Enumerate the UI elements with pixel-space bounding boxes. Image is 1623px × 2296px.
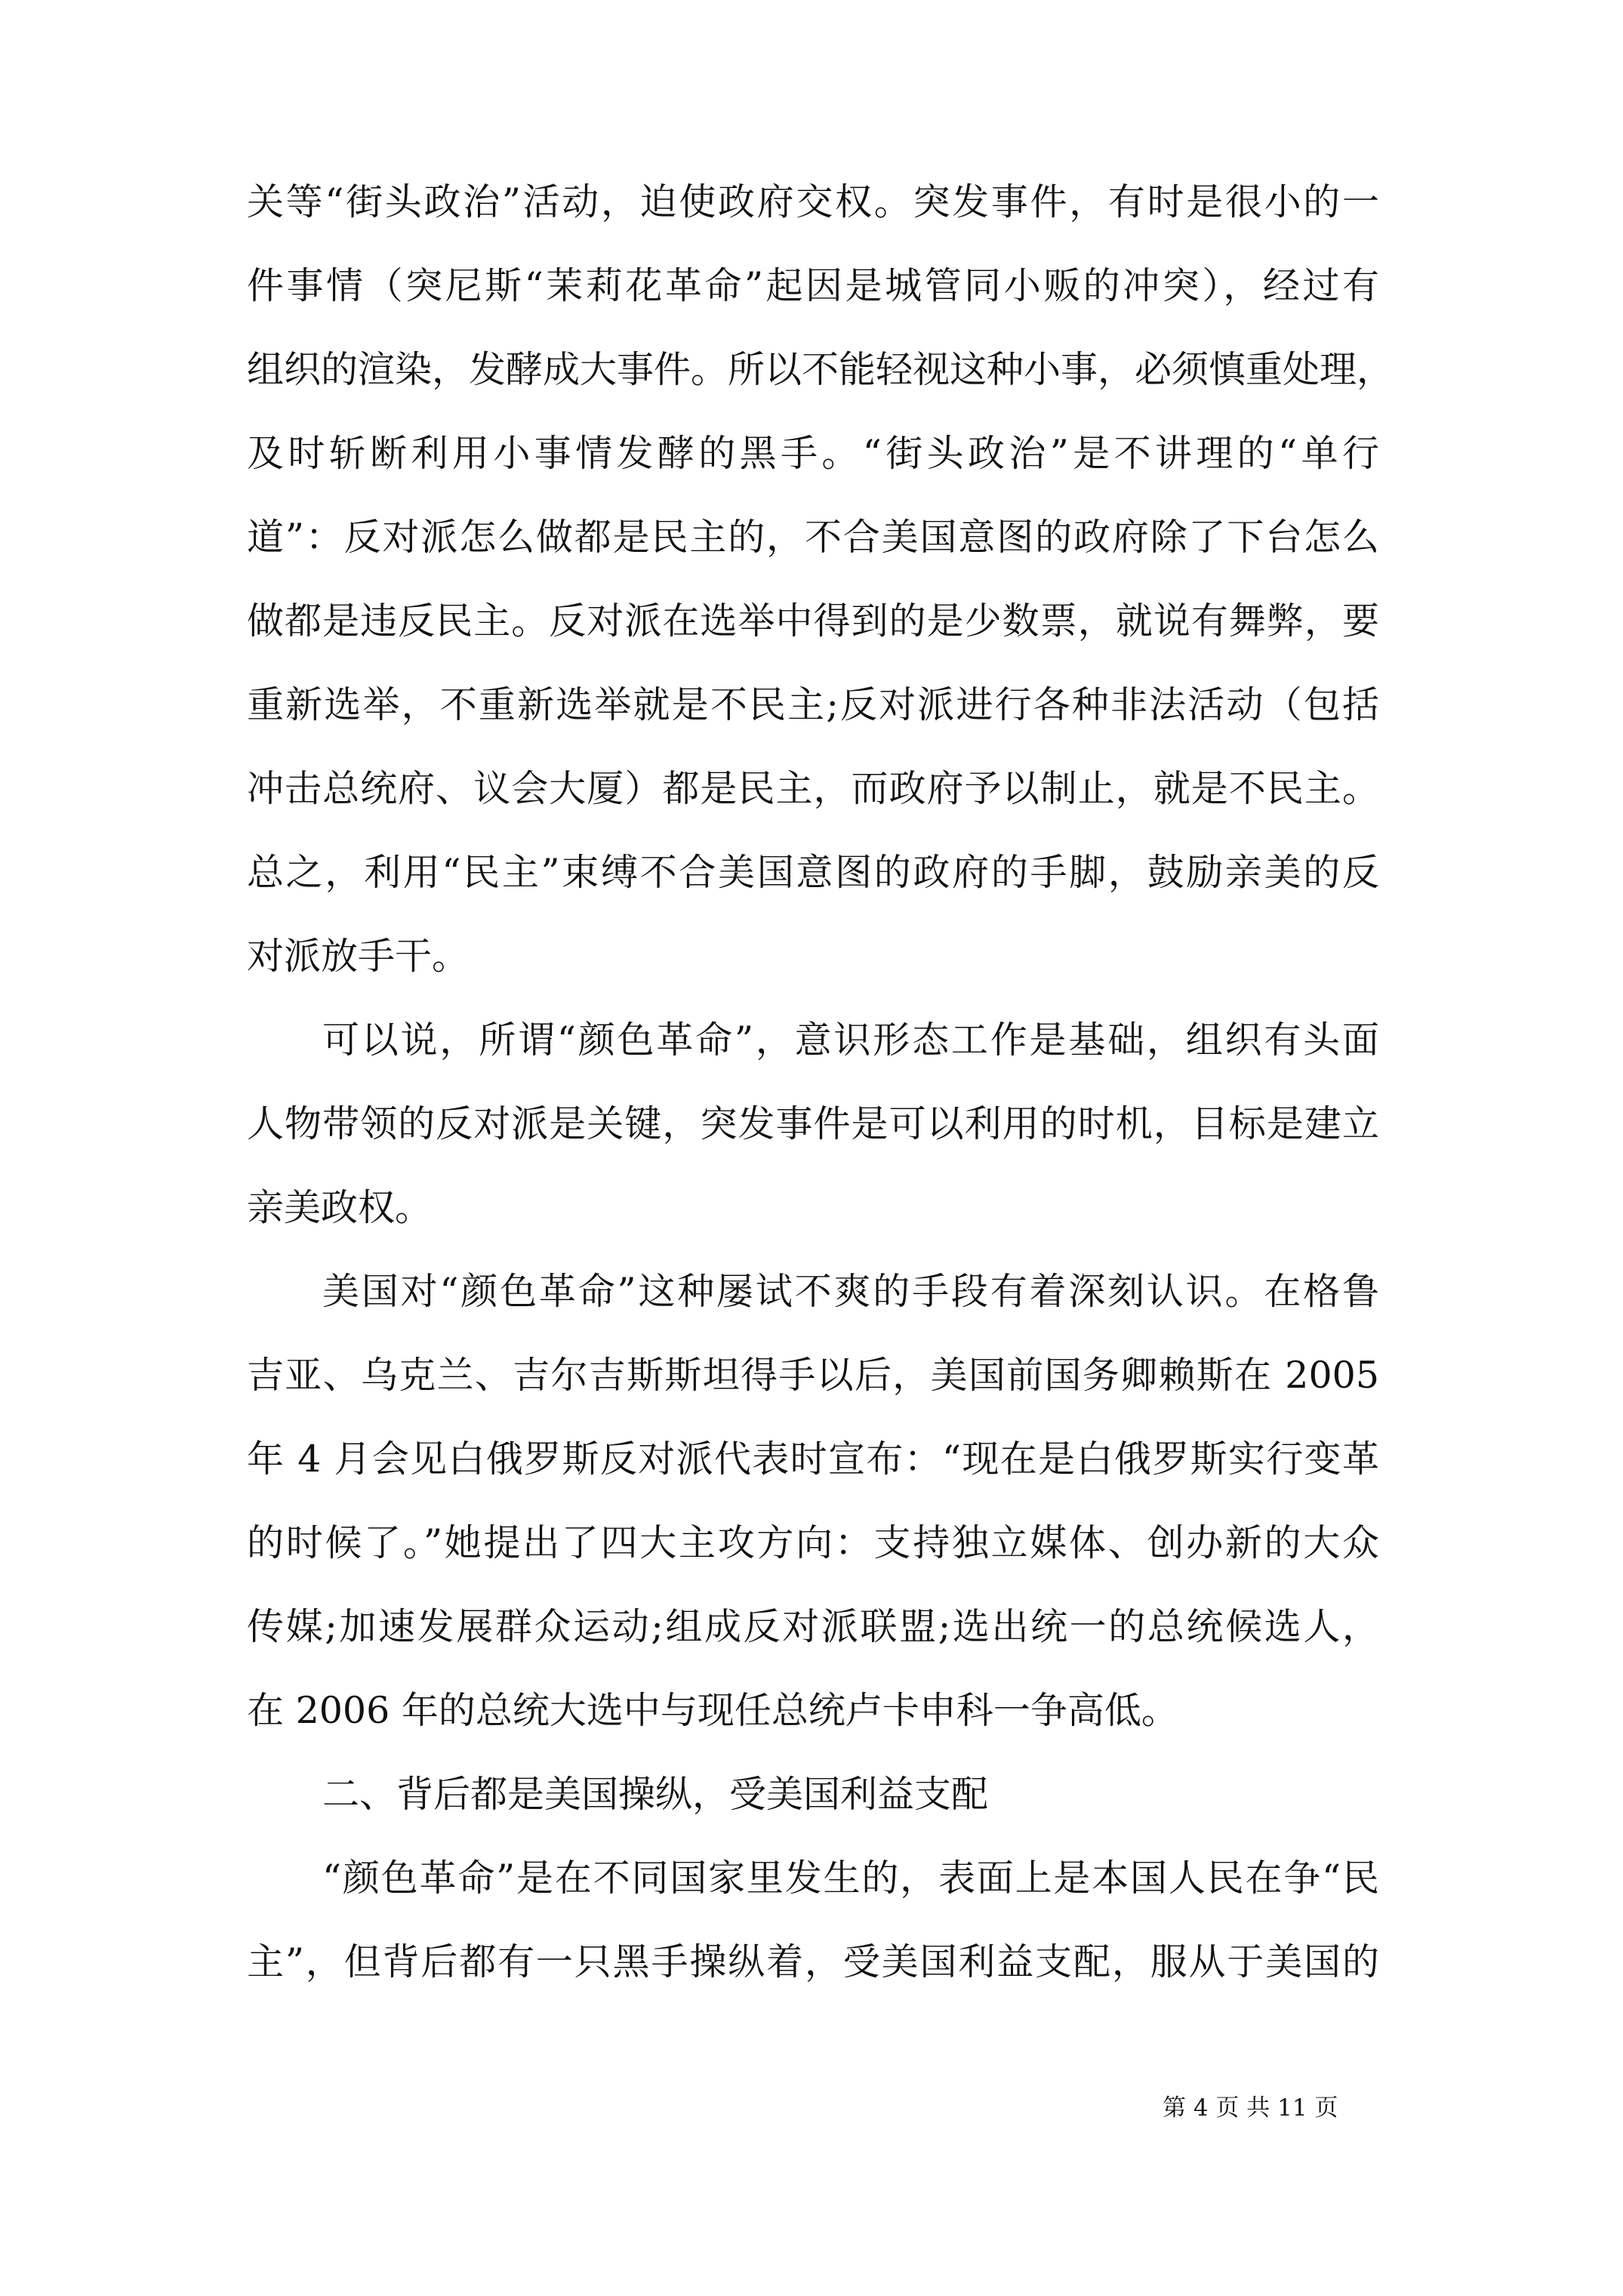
- text-line: 可以说，所谓“颜色革命”，意识形态工作是基础，组织有头面: [322, 1019, 1379, 1062]
- text-line: 组织的渲染，发酵成大事件。所以不能轻视这种小事，必须慎重处理，: [247, 348, 1394, 391]
- page-footer: 第 4 页 共 11 页: [1163, 2094, 1338, 2122]
- text-line: 人物带领的反对派是关键，突发事件是可以利用的时机，目标是建立: [247, 1102, 1379, 1145]
- text-line: 吉亚、乌克兰、吉尔吉斯斯坦得手以后，美国前国务卿赖斯在 2005: [247, 1354, 1379, 1397]
- text-line: 道”：反对派怎么做都是民主的，不合美国意图的政府除了下台怎么: [247, 516, 1379, 559]
- text-line: 冲击总统府、议会大厦）都是民主，而政府予以制止，就是不民主。: [247, 767, 1379, 810]
- text-line: 二、背后都是美国操纵，受美国利益支配: [322, 1773, 989, 1816]
- text-line: 在 2006 年的总统大选中与现任总统卢卡申科一争高低。: [247, 1689, 1178, 1732]
- text-line: 的时候了。”她提出了四大主攻方向：支持独立媒体、创办新的大众: [247, 1521, 1379, 1564]
- text-line: 关等“街头政治”活动，迫使政府交权。突发事件，有时是很小的一: [247, 180, 1379, 223]
- text-line: 做都是违反民主。反对派在选举中得到的是少数票，就说有舞弊，要: [247, 599, 1379, 643]
- text-line: 亲美政权。: [247, 1186, 433, 1229]
- text-line: “颜色革命”是在不同国家里发生的，表面上是本国人民在争“民: [322, 1857, 1379, 1900]
- body-text: [247, 160, 1394, 2004]
- text-line: 重新选举，不重新选举就是不民主;反对派进行各种非法活动（包括: [247, 683, 1379, 726]
- text-line: 年 4 月会见白俄罗斯反对派代表时宣布：“现在是白俄罗斯实行变革: [247, 1438, 1379, 1481]
- text-line: 总之，利用“民主”束缚不合美国意图的政府的手脚，鼓励亲美的反: [247, 851, 1379, 894]
- text-line: 美国对“颜色革命”这种屡试不爽的手段有着深刻认识。在格鲁: [322, 1270, 1379, 1313]
- text-line: 对派放手干。: [247, 935, 470, 978]
- text-line: 主”，但背后都有一只黑手操纵着，受美国利益支配，服从于美国的: [247, 1940, 1379, 1983]
- text-line: 件事情（突尼斯“茉莉花革命”起因是城管同小贩的冲突），经过有: [247, 264, 1379, 307]
- text-line: 及时斩断利用小事情发酵的黑手。“街头政治”是不讲理的“单行: [247, 432, 1379, 475]
- text-line: 传媒;加速发展群众运动;组成反对派联盟;选出统一的总统候选人，: [247, 1605, 1379, 1648]
